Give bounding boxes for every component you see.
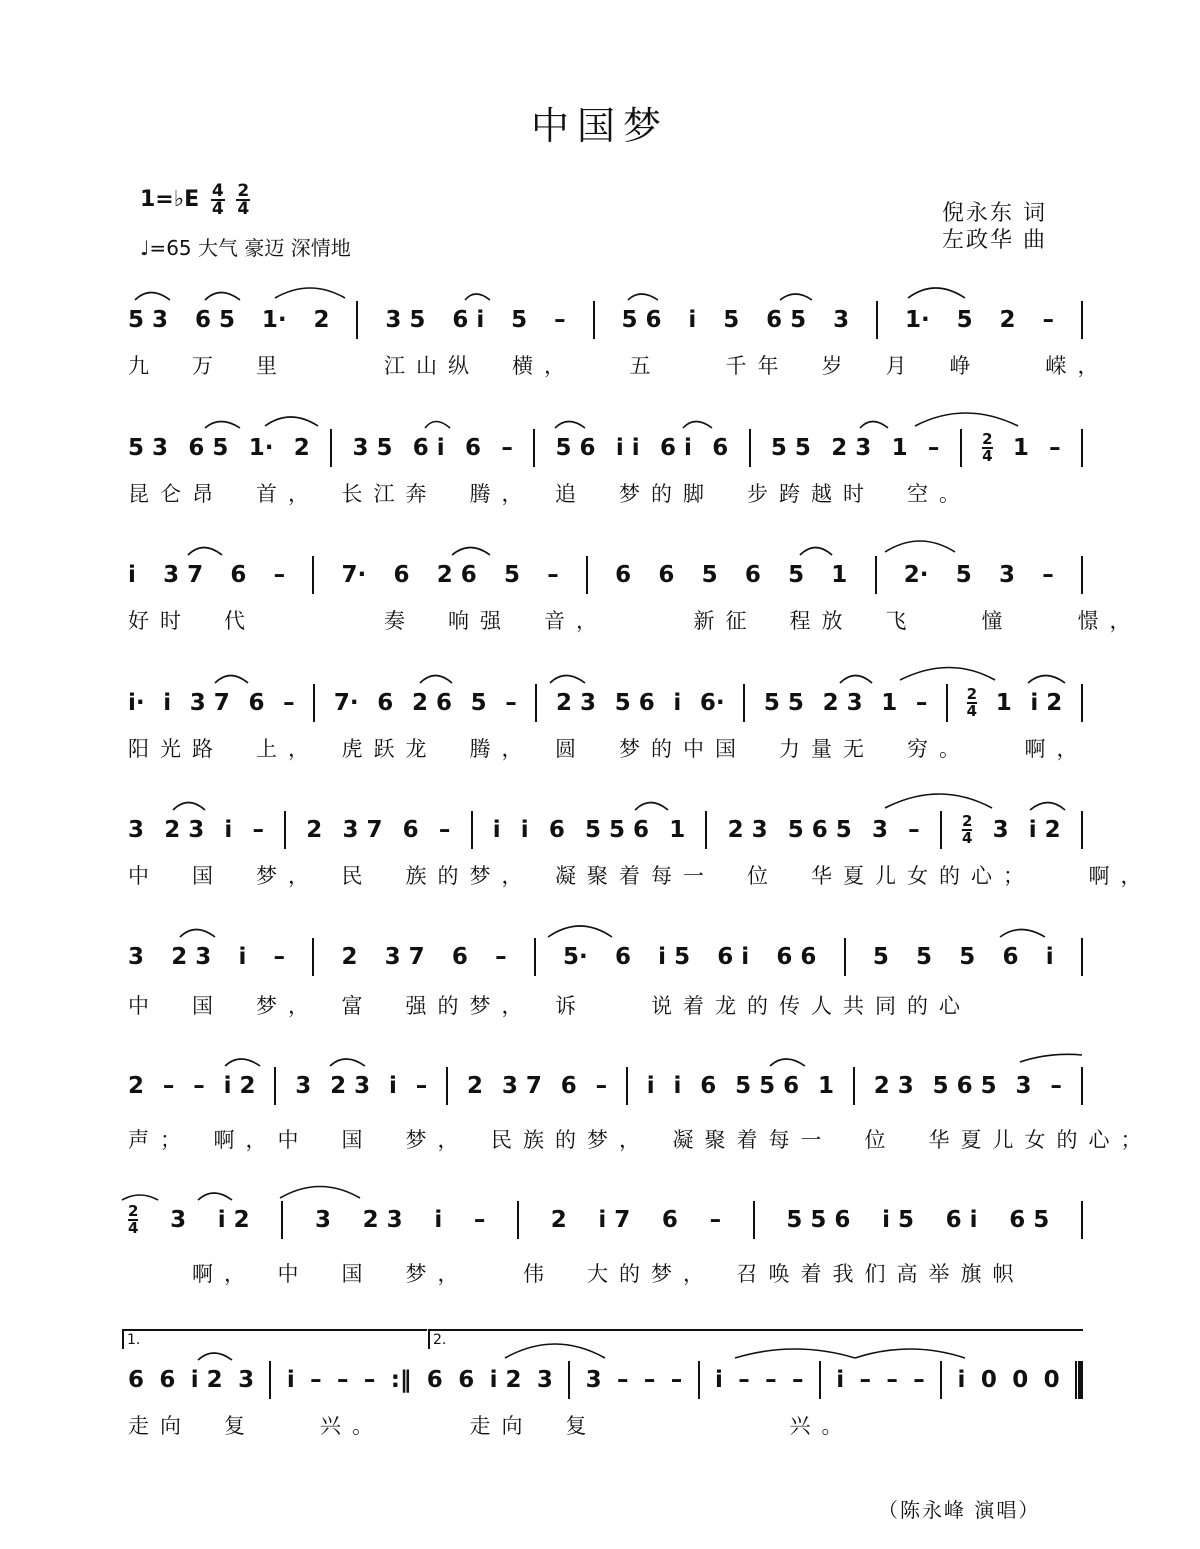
note-group: – <box>310 1367 322 1393</box>
note-group: 1· <box>261 307 287 333</box>
note-group: 2 <box>306 817 323 843</box>
composer-credit: 左政华 曲 <box>942 228 1047 253</box>
note-group: i 2 <box>223 1073 256 1099</box>
note-group: 6 <box>712 435 729 461</box>
page-title: 中国梦 <box>530 104 669 148</box>
note-group: 6 <box>159 1367 176 1393</box>
note-group: 3 7 <box>384 944 425 970</box>
bar-line <box>1081 1201 1083 1239</box>
note-group: 6 <box>377 690 394 716</box>
note-group: – <box>908 817 920 843</box>
note-group: 2 <box>550 1207 567 1233</box>
note-group: i 5 <box>882 1207 914 1233</box>
tempo-marking: ♩=65 大气 豪迈 深情地 <box>140 236 351 260</box>
note-group: 1· <box>904 307 930 333</box>
note-group: 6 i <box>452 307 485 333</box>
note-group: 6 <box>248 690 265 716</box>
volta-first: 1. <box>122 1329 427 1349</box>
note-group: – <box>438 817 451 843</box>
notation-row <box>128 1200 1083 1240</box>
note-group: 3 <box>238 1367 255 1393</box>
note-group: 5 <box>959 944 976 970</box>
note-group: 6 <box>393 562 410 588</box>
lyric-line: 九 万 里 江山纵 横， 五 千年 岁 月 峥 嵘， <box>128 354 1110 378</box>
key-label: 1=♭E <box>140 187 200 212</box>
note-group: 5 <box>916 944 933 970</box>
bar-line <box>534 938 536 976</box>
note-group: 5 <box>470 690 487 716</box>
note-group: – <box>886 1367 898 1393</box>
note-group: 5 5 <box>763 690 804 716</box>
note-group: – <box>1042 562 1054 588</box>
note-group: 1 <box>669 817 686 843</box>
note-group: 3 <box>128 944 145 970</box>
note-group: – <box>363 1367 376 1393</box>
note-group: 6 5 <box>194 307 235 333</box>
note-group: i <box>163 690 172 716</box>
note-group: 5 <box>872 944 889 970</box>
bar-line <box>853 1067 855 1105</box>
bar-line <box>626 1067 628 1105</box>
lyric-line: 昆仑昂 首， 长江奔 腾， 追 梦的脚 步跨越时 空。 <box>128 482 971 506</box>
note-group: – <box>554 307 566 333</box>
lyric-line: 啊， 中 国 梦， 伟 大的梦， 召唤着我们高举旗帜 <box>128 1262 1025 1286</box>
bar-line <box>281 1201 283 1239</box>
note-group: 6 i <box>717 944 750 970</box>
note-group: 3 7 <box>163 562 204 588</box>
note-group: i <box>434 1207 443 1233</box>
note-group: 3 5 <box>385 307 426 333</box>
note-group: 2 <box>341 944 358 970</box>
note-group: 6 <box>465 435 482 461</box>
note-group: 3 <box>314 1207 331 1233</box>
note-group: 2 <box>128 1073 145 1099</box>
lyric-line: 走向 复 兴。 走向 复 兴。 <box>128 1414 854 1438</box>
notation-row <box>128 1360 1083 1400</box>
note-group: 5 <box>956 307 973 333</box>
time-change: 2 4 <box>961 812 973 847</box>
note-group: – <box>415 1073 428 1099</box>
bar-line <box>1081 811 1083 849</box>
lyric-line: 中 国 梦， 富 强的梦， 诉 说着龙的传人共同的心 <box>128 994 971 1018</box>
notation-row <box>128 428 1083 468</box>
note-group: i <box>957 1367 966 1393</box>
note-group: 2 3 <box>556 690 597 716</box>
time-change: 2 4 <box>982 430 993 465</box>
note-group: 6 <box>614 944 631 970</box>
note-group: 6 <box>548 817 565 843</box>
note-group: – <box>913 1367 925 1393</box>
note-group: 6 <box>744 562 761 588</box>
note-group: 6 5 <box>188 435 229 461</box>
note-group: 2 3 <box>330 1073 371 1099</box>
note-group: 5 3 <box>128 307 169 333</box>
note-group: 5 5 6 <box>735 1073 800 1099</box>
bar-line <box>705 811 707 849</box>
note-group: – <box>252 817 264 843</box>
note-group: 7· <box>333 690 359 716</box>
note-group: i 2 <box>489 1367 522 1393</box>
note-group: – <box>927 435 940 461</box>
note-group: – <box>336 1367 349 1393</box>
note-group: 5· <box>563 944 588 970</box>
note-group: 1 <box>995 690 1012 716</box>
note-group: 1 <box>881 690 898 716</box>
note-group: – <box>547 562 559 588</box>
note-group: – <box>738 1367 750 1393</box>
bar-line <box>330 429 332 467</box>
note-group: 6 <box>451 944 468 970</box>
note-group: i <box>224 817 233 843</box>
note-group: 2 6 <box>411 690 452 716</box>
note-group: 2 <box>293 435 310 461</box>
note-group: 3 <box>128 817 145 843</box>
note-group: 6 5 <box>1009 1207 1050 1233</box>
lyric-line: 声； 啊，中 国 梦， 民族的梦， 凝聚着每一 位 华夏儿女的心； <box>128 1128 1153 1152</box>
note-group: – <box>1050 1073 1062 1099</box>
note-group: 5 <box>723 307 740 333</box>
note-group: 6 <box>700 1073 717 1099</box>
note-group: 3 <box>833 307 850 333</box>
note-group: 5 6 <box>555 435 596 461</box>
bar-line <box>313 684 315 722</box>
repeat-bar-line: :‖ <box>390 1367 412 1393</box>
bar-line <box>940 811 942 849</box>
note-group: 6 <box>658 562 675 588</box>
bar-line <box>356 301 358 339</box>
bar-line <box>446 1067 448 1105</box>
notation-row <box>128 300 1083 340</box>
final-bar-line <box>1075 1361 1083 1399</box>
bar-line <box>1081 684 1083 722</box>
note-group: – <box>495 944 507 970</box>
bar-line <box>698 1361 700 1399</box>
note-group: – <box>1042 307 1054 333</box>
bar-line <box>753 1201 755 1239</box>
bar-line <box>533 429 535 467</box>
note-group: – <box>193 1073 205 1099</box>
note-group: – <box>643 1367 656 1393</box>
note-group: 6 <box>661 1207 678 1233</box>
note-group: i 5 <box>658 944 691 970</box>
bar-line <box>593 301 595 339</box>
notation-row <box>128 937 1083 977</box>
note-group: 5 <box>503 562 520 588</box>
note-group: i <box>1045 944 1054 970</box>
note-group: i <box>673 690 682 716</box>
note-group: 2 3 <box>171 944 212 970</box>
note-group: i 2 <box>190 1367 223 1393</box>
note-group: 5 5 6 <box>786 1207 851 1233</box>
note-group: i <box>688 307 697 333</box>
notation-row <box>128 1066 1083 1106</box>
note-group: 2 6 <box>436 562 477 588</box>
performer-credit: （陈永峰 演唱） <box>878 1498 1041 1522</box>
note-group: 6 5 <box>766 307 807 333</box>
note-group: – <box>670 1367 683 1393</box>
note-group: 6 <box>458 1367 475 1393</box>
note-group: 2 <box>466 1073 483 1099</box>
lyric-line: 好时 代 奏 响强 音， 新征 程放 飞 憧 憬， <box>128 609 1142 633</box>
note-group: 2 3 <box>822 690 863 716</box>
notation-row <box>128 555 1083 595</box>
note-group: 0 <box>1012 1367 1029 1393</box>
bar-line <box>312 556 314 594</box>
note-group: – <box>473 1207 486 1233</box>
note-group: i <box>492 817 501 843</box>
note-group: i <box>128 562 136 588</box>
note-group: 2 3 <box>727 817 768 843</box>
note-group: 3 7 <box>342 817 383 843</box>
note-group: 3 <box>585 1367 602 1393</box>
bar-line <box>940 1361 942 1399</box>
lyric-line: 中 国 梦， 民 族的梦， 凝聚着每一 位 华夏儿女的心； 啊， <box>128 864 1153 888</box>
note-group: – <box>501 435 513 461</box>
note-group: 5 <box>788 562 805 588</box>
bar-line <box>749 429 751 467</box>
note-group: 6 <box>128 1367 145 1393</box>
note-group: 6 6 <box>776 944 817 970</box>
note-group: – <box>792 1367 804 1393</box>
note-group: 5 3 <box>128 435 169 461</box>
note-group: – <box>273 562 286 588</box>
note-group: 6 i <box>945 1207 978 1233</box>
note-group: 7· <box>341 562 367 588</box>
time-signature-2: $\frac{2}{4}$ <box>237 181 250 219</box>
note-group: 6· <box>699 690 725 716</box>
bar-line <box>1081 429 1083 467</box>
bar-line <box>946 684 948 722</box>
notation-row <box>128 810 1083 850</box>
bar-line <box>517 1201 519 1239</box>
note-group: 6 <box>402 817 419 843</box>
note-group: 2 <box>999 307 1016 333</box>
note-group: 5 <box>701 562 718 588</box>
note-group: i· <box>128 690 145 716</box>
note-group: 1 <box>831 562 848 588</box>
note-group: i <box>836 1367 845 1393</box>
note-group: i 7 <box>598 1207 631 1233</box>
note-group: 6 <box>426 1367 443 1393</box>
time-change: 2 4 <box>966 685 978 720</box>
note-group: 1· <box>248 435 274 461</box>
note-group: 1 <box>818 1073 835 1099</box>
bar-line <box>819 1361 821 1399</box>
bar-line <box>535 684 537 722</box>
note-group: 5 6 <box>621 307 662 333</box>
bar-line <box>875 556 877 594</box>
note-group: 3 <box>992 817 1009 843</box>
bar-line <box>844 938 846 976</box>
note-group: – <box>595 1073 608 1099</box>
note-group: 3 5 <box>352 435 393 461</box>
bar-line <box>1081 1067 1083 1105</box>
note-group: 6 i <box>659 435 692 461</box>
note-group: 6 <box>1002 944 1019 970</box>
note-group: 3 <box>536 1367 553 1393</box>
note-group: 6 <box>615 562 632 588</box>
note-group: – <box>283 690 295 716</box>
note-group: 2 3 <box>362 1207 403 1233</box>
note-group: – <box>859 1367 872 1393</box>
note-group: 6 <box>230 562 247 588</box>
note-group: 5 6 5 <box>932 1073 997 1099</box>
key-signature <box>140 183 250 217</box>
note-group: 5 5 <box>770 435 811 461</box>
note-group: 5 6 <box>614 690 655 716</box>
note-group: i 2 <box>1028 817 1061 843</box>
bar-line <box>1081 556 1083 594</box>
note-group: 5 5 6 <box>585 817 650 843</box>
note-group: i 2 <box>217 1207 250 1233</box>
note-group: i <box>238 944 247 970</box>
bar-line <box>1081 301 1083 339</box>
bar-line <box>471 811 473 849</box>
volta-second: 2. <box>428 1329 1083 1349</box>
note-group: 2 3 <box>164 817 205 843</box>
note-group: i <box>520 817 529 843</box>
note-group: – <box>273 944 286 970</box>
time-signature-1: $\frac{4}{4}$ <box>211 181 224 219</box>
notation-row <box>128 683 1083 723</box>
bar-line <box>743 684 745 722</box>
note-group: 3 7 <box>501 1073 542 1099</box>
lyricist-credit: 倪永东 词 <box>942 201 1047 226</box>
note-group: 2· <box>903 562 929 588</box>
note-group: 3 7 <box>189 690 230 716</box>
bar-line <box>1081 938 1083 976</box>
note-group: – <box>915 690 928 716</box>
note-group: i <box>286 1367 295 1393</box>
note-group: – <box>162 1073 175 1099</box>
note-group: 2 3 <box>873 1073 914 1099</box>
note-group: 1 <box>1012 435 1029 461</box>
note-group: i <box>388 1073 397 1099</box>
note-group: 3 <box>170 1207 187 1233</box>
note-group: 1 <box>891 435 908 461</box>
bar-line <box>284 811 286 849</box>
note-group: 3 <box>871 817 888 843</box>
bar-line <box>876 301 878 339</box>
note-group: 5 <box>511 307 528 333</box>
note-group: 3 <box>295 1073 312 1099</box>
time-change: 2 4 <box>128 1202 139 1237</box>
bar-line <box>960 429 962 467</box>
note-group: 0 <box>980 1367 997 1393</box>
note-group: 6 <box>560 1073 577 1099</box>
note-group: i <box>673 1073 682 1099</box>
note-group: 3 <box>1015 1073 1032 1099</box>
lyric-line: 阳光路 上， 虎跃龙 腾， 圆 梦的中国 力量无 穷。 啊， <box>128 737 1089 761</box>
note-group: – <box>617 1367 629 1393</box>
note-group: i <box>646 1073 655 1099</box>
bar-line <box>269 1361 271 1399</box>
note-group: 5 6 5 <box>787 817 852 843</box>
bar-line <box>312 938 314 976</box>
note-group: 5 <box>955 562 972 588</box>
note-group: i 2 <box>1030 690 1063 716</box>
note-group: – <box>1049 435 1061 461</box>
bar-line <box>274 1067 276 1105</box>
note-group: – <box>505 690 517 716</box>
note-group: 3 <box>998 562 1015 588</box>
note-group: i <box>715 1367 723 1393</box>
bar-line <box>586 556 588 594</box>
note-group: 6 i <box>412 435 445 461</box>
note-group: – <box>765 1367 777 1393</box>
bar-line <box>568 1361 570 1399</box>
note-group: 2 3 <box>831 435 872 461</box>
note-group: 2 <box>313 307 330 333</box>
note-group: 0 <box>1043 1367 1060 1393</box>
note-group: – <box>709 1207 722 1233</box>
note-group: i i <box>615 435 640 461</box>
